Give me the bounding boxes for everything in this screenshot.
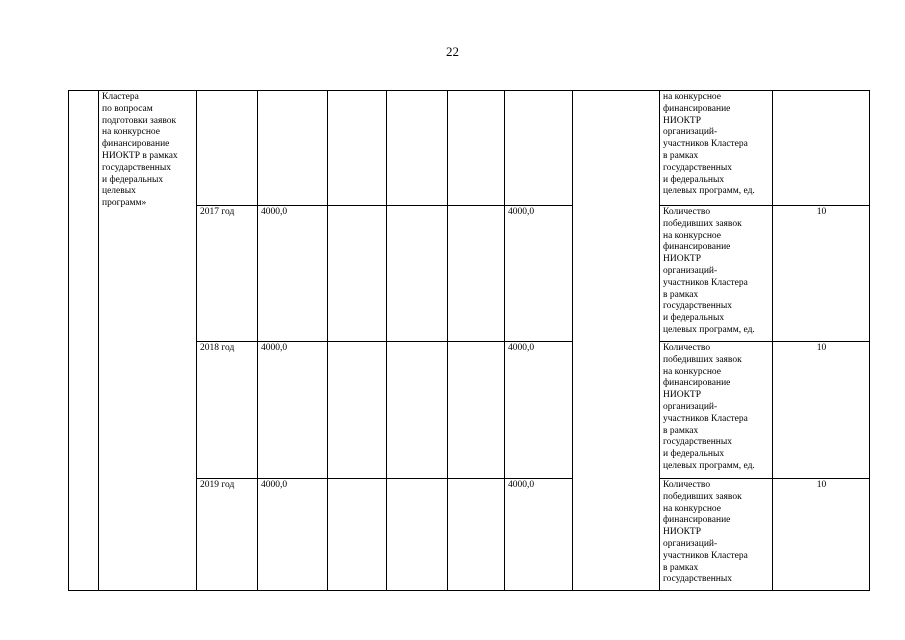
indicator-value-cell: 10: [773, 479, 870, 591]
total-cell: 4000,0: [258, 206, 328, 342]
total-cell: 4000,0: [258, 342, 328, 479]
indicator-cell: Количество победивших заявок на конкурсное финансирование НИОКТР организаций- участников Кластера в рамках государственных: [660, 479, 773, 591]
number-cell: [69, 91, 99, 591]
local-budget-cell: [448, 206, 505, 342]
page-number: 22: [446, 44, 459, 59]
indicator-cell: Количество победивших заявок на конкурсное финансирование НИОКТР организаций- участников Кластера в рамках государственных и федеральных целевых программ, ед.: [660, 206, 773, 342]
indicator-value-cell: 10: [773, 342, 870, 479]
indicator-value-cell: [773, 91, 870, 206]
other-sources-cell: 4000,0: [505, 342, 573, 479]
year-cell: 2018 год: [197, 342, 258, 479]
federal-budget-cell: [328, 479, 387, 591]
federal-budget-cell: [328, 91, 387, 206]
regional-budget-cell: [387, 342, 448, 479]
other-sources-cell: [505, 91, 573, 206]
regional-budget-cell: [387, 206, 448, 342]
year-cell: [197, 91, 258, 206]
year-cell: 2017 год: [197, 206, 258, 342]
other-sources-cell: 4000,0: [505, 206, 573, 342]
local-budget-cell: [448, 479, 505, 591]
indicator-cell: на конкурсное финансирование НИОКТР организаций- участников Кластера в рамках государственных и федеральных целевых программ, ед.: [660, 91, 773, 206]
year-cell: 2019 год: [197, 479, 258, 591]
other-sources-cell: 4000,0: [505, 479, 573, 591]
indicator-value-cell: 10: [773, 206, 870, 342]
total-cell: 4000,0: [258, 479, 328, 591]
executor-cell: [573, 91, 660, 591]
program-events-table: [68, 90, 870, 591]
federal-budget-cell: [328, 206, 387, 342]
local-budget-cell: [448, 342, 505, 479]
total-cell: [258, 91, 328, 206]
regional-budget-cell: [387, 91, 448, 206]
local-budget-cell: [448, 91, 505, 206]
indicator-cell: Количество победивших заявок на конкурсное финансирование НИОКТР организаций- участников Кластера в рамках государственных и федеральных целевых программ, ед.: [660, 342, 773, 479]
federal-budget-cell: [328, 342, 387, 479]
event-name-cell: Кластера по вопросам подготовки заявок на конкурсное финансирование НИОКТР в рамках государственных и федеральных целевых программ»: [99, 91, 197, 591]
regional-budget-cell: [387, 479, 448, 591]
table-row: [69, 91, 870, 206]
